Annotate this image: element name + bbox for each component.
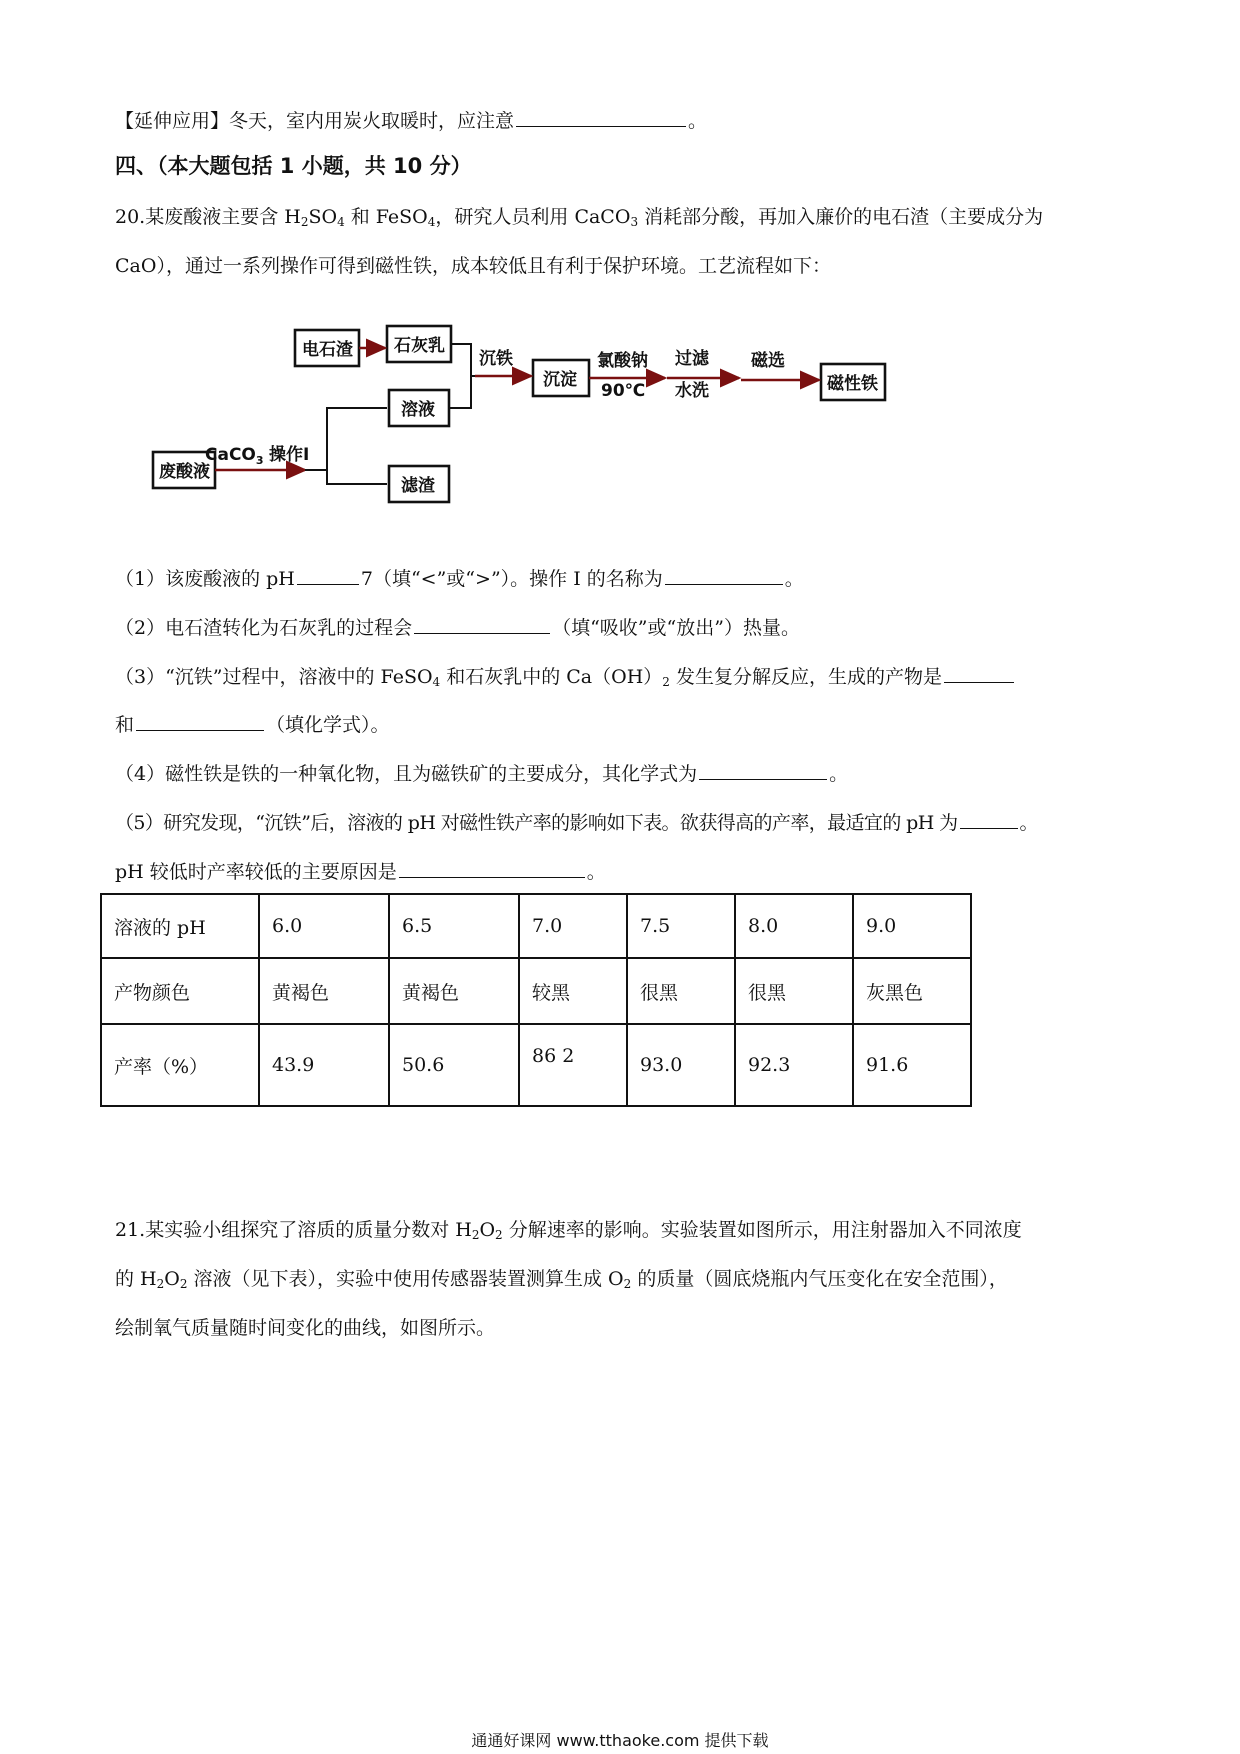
q21-line2 bbox=[115, 1266, 1008, 1292]
q20-text: 和 FeSO bbox=[344, 206, 428, 228]
table-cell: 黄褐色 bbox=[389, 958, 519, 1024]
table-cell: 6.0 bbox=[259, 894, 389, 958]
q20-p1-text: （1）该废酸液的 pH bbox=[115, 568, 295, 590]
q20-text: SO bbox=[308, 206, 338, 228]
table-cell: 91.6 bbox=[853, 1024, 971, 1106]
table-cell: 92.3 bbox=[735, 1024, 853, 1106]
q20-text: 消耗部分酸，再加入廉价的电石渣（主要成分为 bbox=[638, 206, 1044, 228]
subscript: 4 bbox=[337, 215, 345, 229]
table-row bbox=[101, 958, 971, 1024]
subscript: 2 bbox=[156, 1277, 165, 1291]
q20-text: 20.某废酸液主要含 H bbox=[115, 206, 301, 228]
q20-part3-line2 bbox=[115, 710, 390, 738]
subscript: 2 bbox=[471, 1228, 480, 1242]
q21-line1 bbox=[115, 1217, 1022, 1243]
q20-p4-text: 。 bbox=[829, 763, 849, 785]
q20-intro-line1 bbox=[115, 204, 1043, 230]
section-title: 四、（本大题包括 1 小题，共 10 分） bbox=[115, 154, 472, 178]
table-cell: 溶液的 pH bbox=[101, 894, 259, 958]
label-magnetic-separation: 磁选 bbox=[751, 351, 785, 371]
subscript: 4 bbox=[432, 675, 441, 689]
box-solution bbox=[389, 390, 449, 426]
box-lime-milk bbox=[387, 326, 451, 362]
table-cell: 50.6 bbox=[389, 1024, 519, 1106]
q20-part5-line1 bbox=[115, 808, 1038, 836]
table-cell: 93.0 bbox=[627, 1024, 735, 1106]
extend-suffix: 。 bbox=[688, 110, 708, 132]
product1-blank[interactable] bbox=[944, 662, 1014, 683]
table-cell: 产率（%） bbox=[101, 1024, 259, 1106]
q20-part1 bbox=[115, 564, 804, 592]
q21-text: O bbox=[164, 1268, 180, 1290]
label-sodium-chlorate: 氯酸钠 bbox=[597, 351, 648, 371]
label-precipitate-iron: 沉铁 bbox=[479, 349, 513, 369]
q21-text: 分解速率的影响。实验装置如图所示，用注射器加入不同浓度 bbox=[502, 1219, 1022, 1241]
table-cell: 43.9 bbox=[259, 1024, 389, 1106]
best-ph-blank[interactable] bbox=[960, 808, 1018, 829]
q21-text: 的质量（圆底烧瓶内气压变化在安全范围）， bbox=[631, 1268, 1008, 1290]
process-flow-diagram bbox=[145, 320, 925, 530]
ph-yield-table bbox=[100, 893, 972, 1107]
q21-text: 溶液（见下表），实验中使用传感器装置测算生成 O bbox=[187, 1268, 624, 1290]
box-label: 溶液 bbox=[401, 400, 435, 420]
box-label: 石灰乳 bbox=[394, 336, 445, 356]
table-cell: 很黑 bbox=[735, 958, 853, 1024]
table-row bbox=[101, 1024, 971, 1106]
q20-p2-text: （2）电石渣转化为石灰乳的过程会 bbox=[115, 617, 413, 639]
box-carbide-slag bbox=[295, 330, 359, 366]
table-cell: 较黑 bbox=[519, 958, 627, 1024]
q20-p1-text: 7（填“<”或“>”）。操作 I 的名称为 bbox=[360, 568, 663, 590]
table-cell: 黄褐色 bbox=[259, 958, 389, 1024]
q20-p5-text: 。 bbox=[1019, 812, 1038, 834]
q20-p5-text: 。 bbox=[586, 861, 606, 883]
footer-source: 通通好课网 www.tthaoke.com 提供下载 bbox=[471, 1731, 769, 1750]
table-cell: 8.0 bbox=[735, 894, 853, 958]
q20-p1-text: 。 bbox=[784, 568, 804, 590]
table-cell: 6.5 bbox=[389, 894, 519, 958]
q20-p4-text: （4）磁性铁是铁的一种氧化物，且为磁铁矿的主要成分，其化学式为 bbox=[115, 763, 698, 785]
subscript: 2 bbox=[300, 215, 309, 229]
q21-line3: 绘制氧气质量随时间变化的曲线，如图所示。 bbox=[115, 1317, 496, 1339]
subscript: 2 bbox=[623, 1277, 632, 1291]
q20-part4 bbox=[115, 759, 848, 787]
box-label: 滤渣 bbox=[401, 476, 435, 496]
subscript: 3 bbox=[630, 215, 639, 229]
q21-text: O bbox=[479, 1219, 496, 1241]
subscript: 2 bbox=[662, 675, 670, 689]
label-temperature: 90℃ bbox=[601, 381, 646, 401]
q20-p3-text: 和石灰乳中的 Ca（OH） bbox=[440, 666, 663, 688]
label-operation-1: 操作I bbox=[269, 445, 310, 465]
q20-part2 bbox=[115, 613, 800, 641]
q21-text: 21.某实验小组探究了溶质的质量分数对 H bbox=[115, 1219, 472, 1241]
q20-text: ，研究人员利用 CaCO bbox=[435, 206, 631, 228]
extend-application-line bbox=[115, 106, 707, 134]
product2-blank[interactable] bbox=[136, 710, 264, 731]
extend-answer-blank[interactable] bbox=[516, 106, 686, 127]
subscript: 4 bbox=[427, 215, 436, 229]
table-cell: 7.5 bbox=[627, 894, 735, 958]
box-precipitate bbox=[533, 360, 589, 396]
table-row bbox=[101, 894, 971, 958]
label-caco3: CaCO$_3$ bbox=[205, 445, 264, 467]
label-wash: 水洗 bbox=[675, 381, 709, 401]
box-label: 磁性铁 bbox=[827, 374, 878, 394]
box-residue bbox=[389, 466, 449, 502]
table-cell: 7.0 bbox=[519, 894, 627, 958]
subscript: 2 bbox=[495, 1228, 503, 1242]
q20-part3-line1 bbox=[115, 662, 1016, 690]
reason-blank[interactable] bbox=[399, 857, 585, 878]
merge-lines bbox=[449, 344, 475, 408]
table-cell: 很黑 bbox=[627, 958, 735, 1024]
subscript: 2 bbox=[179, 1277, 188, 1291]
q20-p3-text: （填化学式）。 bbox=[266, 714, 390, 736]
heat-blank[interactable] bbox=[414, 613, 550, 634]
branch-lines bbox=[305, 408, 387, 484]
q20-p3-text: 和 bbox=[115, 714, 135, 736]
operation-name-blank[interactable] bbox=[665, 564, 783, 585]
label-filter: 过滤 bbox=[675, 349, 709, 369]
box-label: 电石渣 bbox=[302, 340, 353, 360]
formula-blank[interactable] bbox=[699, 759, 827, 780]
q20-p5-text: （5）研究发现，“沉铁”后，溶液的 pH 对磁性铁产率的影响如下表。欲获得高的产率，最适宜的 pH 为 bbox=[115, 812, 958, 834]
q20-p5-text: pH 较低时产率较低的主要原因是 bbox=[115, 861, 397, 883]
q20-p2-text: （填“吸收”或“放出”）热量。 bbox=[552, 617, 800, 639]
q20-p3-text: （3）“沉铁”过程中，溶液中的 FeSO bbox=[115, 666, 433, 688]
q20-intro-line2: CaO），通过一系列操作可得到磁性铁，成本较低且有利于保护环境。工艺流程如下： bbox=[115, 255, 831, 277]
table-cell: 86 2 bbox=[519, 1024, 627, 1106]
ph-compare-blank[interactable] bbox=[297, 564, 359, 585]
q21-text: 的 H bbox=[115, 1268, 157, 1290]
extend-prefix: 【延伸应用】冬天，室内用炭火取暖时，应注意 bbox=[115, 110, 515, 132]
q20-part5-line2 bbox=[115, 857, 606, 885]
box-label: 沉淀 bbox=[543, 370, 577, 390]
table-cell: 9.0 bbox=[853, 894, 971, 958]
box-label: 废酸液 bbox=[159, 462, 210, 482]
table-cell: 产物颜色 bbox=[101, 958, 259, 1024]
table-cell: 灰黑色 bbox=[853, 958, 971, 1024]
q20-p3-text: 发生复分解反应，生成的产物是 bbox=[669, 666, 942, 688]
box-magnetic-iron bbox=[821, 364, 885, 400]
